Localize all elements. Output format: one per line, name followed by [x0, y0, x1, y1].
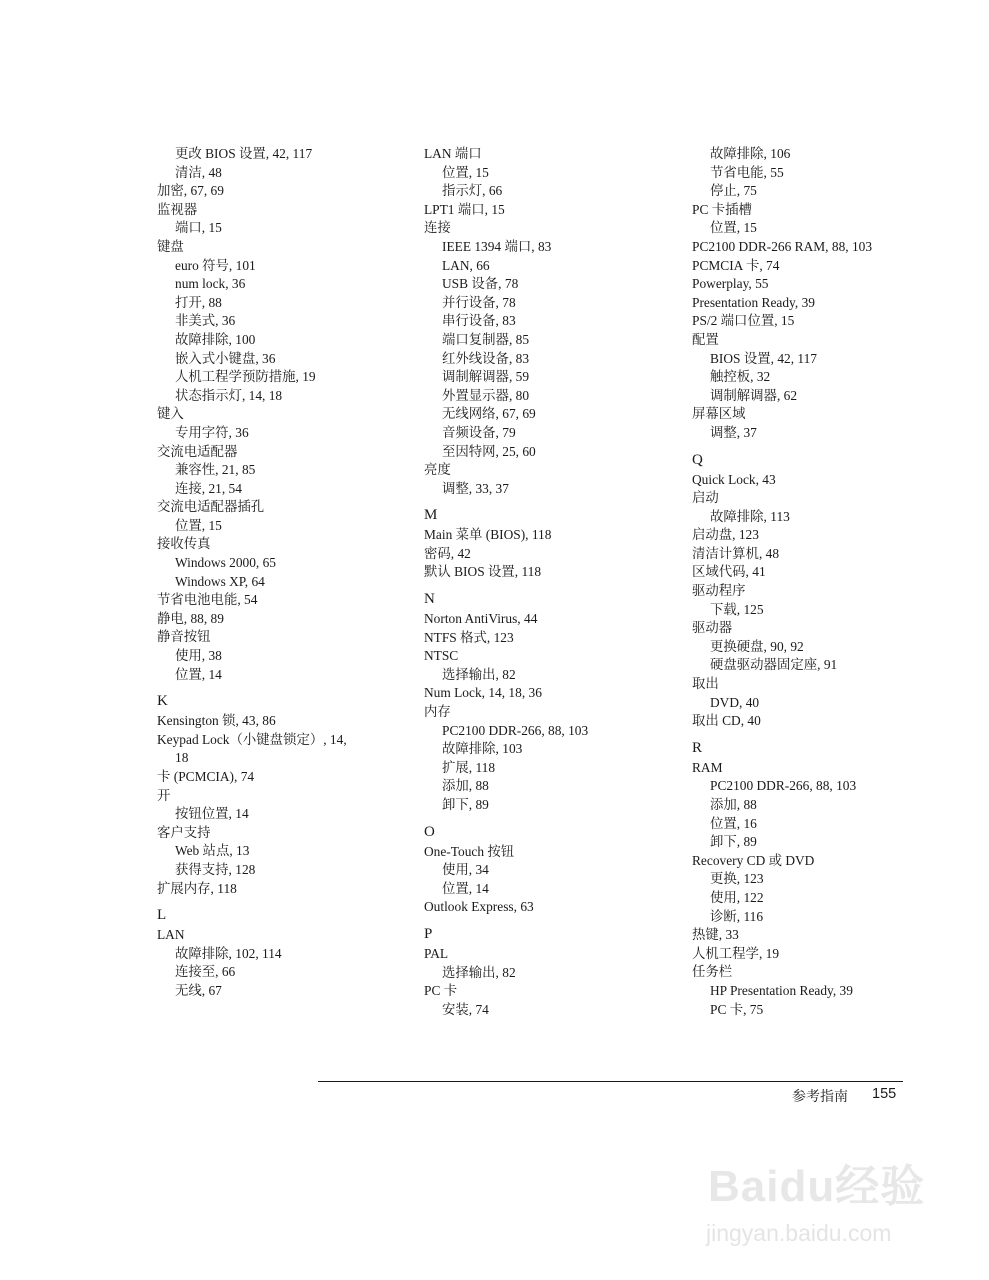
index-entry: 交流电适配器插孔 [157, 499, 265, 515]
index-entry: 加密, 67, 69 [157, 183, 224, 199]
section-letter: O [424, 823, 435, 840]
index-entry: PAL [424, 945, 449, 961]
index-subentry: 卸下, 89 [710, 834, 757, 850]
section-letter: N [424, 591, 435, 608]
index-subentry: 清洁, 48 [175, 164, 222, 180]
index-subentry: 选择输出, 82 [442, 666, 516, 682]
index-entry: 默认 BIOS 设置, 118 [424, 564, 542, 580]
index-subentry: Web 站点, 13 [175, 843, 250, 859]
index-entry: NTFS 格式, 123 [424, 629, 514, 645]
index-entry-continuation: 18 [175, 750, 189, 766]
index-entry: 启动 [692, 490, 719, 506]
index-entry: Main 菜单 (BIOS), 118 [424, 527, 552, 543]
index-subentry: 兼容性, 21, 85 [175, 462, 256, 478]
index-subentry: 安装, 74 [442, 1001, 489, 1017]
index-subentry: 连接至, 66 [175, 964, 236, 980]
index-subentry: PC2100 DDR-266, 88, 103 [442, 722, 589, 738]
index-entry: 键入 [157, 406, 184, 422]
index-subentry: 指示灯, 66 [442, 183, 503, 199]
index-entry: One-Touch 按钮 [424, 843, 515, 859]
index-entry: 区域代码, 41 [692, 564, 766, 580]
index-subentry: 外置显示器, 80 [442, 387, 530, 403]
index-entry: LAN 端口 [424, 146, 482, 161]
index-subentry: 使用, 34 [442, 862, 489, 878]
index-entry: Kensington 锁, 43, 86 [157, 713, 276, 729]
index-subentry: Windows 2000, 65 [175, 555, 277, 571]
index-subentry: LAN, 66 [442, 257, 490, 273]
index-subentry: 位置, 15 [175, 517, 222, 533]
index-column-3 [692, 145, 952, 1019]
index-entry: 静电, 88, 89 [157, 610, 224, 626]
index-entry: 启动盘, 123 [692, 527, 759, 543]
index-subentry: 无线, 67 [175, 982, 222, 998]
index-subentry: PC 卡, 75 [710, 1001, 764, 1017]
section-letter: M [424, 507, 438, 524]
index-subentry: 触控板, 32 [710, 369, 771, 385]
index-subentry: Windows XP, 64 [175, 573, 265, 589]
index-subentry: 故障排除, 102, 114 [175, 945, 282, 961]
index-subentry: 位置, 15 [442, 164, 489, 180]
section-letter: K [157, 693, 168, 710]
index-subentry: 状态指示灯, 14, 18 [175, 387, 283, 403]
index-entry: 卡 (PCMCIA), 74 [157, 769, 255, 784]
index-entry: 人机工程学, 19 [692, 945, 780, 961]
index-subentry: HP Presentation Ready, 39 [710, 982, 853, 998]
index-subentry: 卸下, 89 [442, 797, 489, 812]
index-entry: 任务栏 [692, 964, 733, 980]
index-entry: 客户支持 [157, 824, 211, 840]
index-subentry: 调制解调器, 59 [442, 369, 530, 385]
index-subentry: 下载, 125 [710, 601, 764, 617]
index-column-2 [424, 145, 669, 1019]
index-subentry: PC2100 DDR-266, 88, 103 [710, 778, 857, 794]
index-entry: 取出 [692, 676, 719, 692]
section-letter: P [424, 925, 433, 942]
index-entry: 驱动器 [692, 620, 733, 636]
index-entry: 节省电池电能, 54 [157, 592, 258, 608]
index-column-1 [157, 145, 402, 1001]
index-entry: 交流电适配器 [157, 443, 238, 459]
index-subentry: 打开, 88 [175, 294, 222, 310]
index-entry: PS/2 端口位置, 15 [692, 313, 795, 329]
index-entry: PC 卡 [424, 983, 458, 999]
index-subentry: 至因特网, 25, 60 [442, 443, 536, 459]
watermark-logo: Baidu经验 [708, 1162, 926, 1211]
index-subentry: 位置, 14 [442, 880, 489, 896]
footer-title: 参考指南 [792, 1089, 848, 1105]
index-entry: 配置 [692, 331, 719, 347]
index-entry: Presentation Ready, 39 [692, 294, 815, 310]
index-subentry: 位置, 14 [175, 666, 222, 682]
index-subentry: 更换, 123 [710, 871, 764, 887]
index-entry: PC2100 DDR-266 RAM, 88, 103 [692, 238, 873, 254]
index-subentry: 位置, 16 [710, 815, 757, 831]
index-entry: Keypad Lock（小键盘锁定）, 14, [157, 731, 347, 747]
index-entry: 屏幕区域 [692, 406, 746, 422]
index-entry: 键盘 [157, 238, 184, 254]
index-subentry: 按钮位置, 14 [175, 806, 249, 822]
index-entry: 密码, 42 [424, 545, 471, 561]
index-entry: 开 [157, 787, 171, 803]
index-entry: 内存 [424, 704, 451, 720]
index-entry: Outlook Express, 63 [424, 899, 534, 915]
index-subentry: 红外线设备, 83 [442, 350, 530, 366]
section-letter: Q [692, 451, 703, 468]
index-subentry: 调整, 37 [710, 424, 757, 440]
index-subentry: 调整, 33, 37 [442, 480, 509, 496]
index-subentry: 诊断, 116 [710, 908, 764, 924]
index-entry: Quick Lock, 43 [692, 471, 776, 487]
index-subentry: 故障排除, 106 [710, 146, 791, 161]
index-subentry: 硬盘驱动器固定座, 91 [710, 657, 838, 673]
index-subentry: 获得支持, 128 [175, 861, 256, 877]
index-subentry: 连接, 21, 54 [175, 480, 242, 496]
index-subentry: 并行设备, 78 [442, 294, 516, 310]
index-subentry: 节省电能, 55 [710, 164, 784, 180]
index-subentry: 故障排除, 100 [175, 331, 256, 347]
index-entry: 驱动程序 [692, 583, 746, 599]
index-subentry: 端口, 15 [175, 220, 222, 236]
section-letter: L [157, 907, 167, 924]
index-entry: 清洁计算机, 48 [692, 545, 780, 561]
watermark [700, 1150, 970, 1270]
index-subentry: 扩展, 118 [442, 759, 496, 775]
index-subentry: 使用, 122 [710, 889, 764, 905]
index-subentry: 人机工程学预防措施, 19 [175, 369, 316, 385]
index-entry: 亮度 [424, 462, 451, 478]
index-entry: Powerplay, 55 [692, 276, 769, 292]
index-subentry: 停止, 75 [710, 183, 757, 199]
index-subentry: 位置, 15 [710, 220, 757, 236]
index-entry: 取出 CD, 40 [692, 713, 761, 729]
index-entry: 扩展内存, 118 [157, 880, 237, 896]
index-entry: PCMCIA 卡, 74 [692, 257, 780, 273]
index-subentry: 添加, 88 [710, 797, 757, 812]
index-subentry: 调制解调器, 62 [710, 387, 798, 403]
page-number: 155 [872, 1086, 897, 1102]
footer-rule [318, 1081, 903, 1082]
index-subentry: 音频设备, 79 [442, 424, 516, 440]
index-entry: 监视器 [157, 201, 198, 217]
index-subentry: 更改 BIOS 设置, 42, 117 [175, 146, 313, 161]
index-entry: LPT1 端口, 15 [424, 201, 505, 217]
index-subentry: BIOS 设置, 42, 117 [710, 350, 818, 366]
index-entry: 静音按钮 [157, 629, 211, 645]
index-subentry: euro 符号, 101 [175, 257, 256, 273]
index-subentry: 选择输出, 82 [442, 964, 516, 980]
index-entry: Recovery CD 或 DVD [692, 852, 815, 868]
index-entry: PC 卡插槽 [692, 201, 752, 217]
index-entry: LAN [157, 927, 185, 943]
index-subentry: IEEE 1394 端口, 83 [442, 238, 552, 254]
index-entry: 连接 [424, 220, 451, 236]
index-subentry: 故障排除, 103 [442, 741, 523, 757]
index-subentry: 非美式, 36 [175, 313, 236, 329]
index-subentry: 专用字符, 36 [175, 424, 249, 440]
index-entry: RAM [692, 759, 723, 775]
index-entry: Num Lock, 14, 18, 36 [424, 685, 542, 701]
index-subentry: num lock, 36 [175, 276, 246, 292]
index-entry: Norton AntiVirus, 44 [424, 611, 538, 627]
index-subentry: 添加, 88 [442, 778, 489, 794]
index-subentry: 使用, 38 [175, 648, 222, 664]
index-subentry: 端口复制器, 85 [442, 331, 530, 347]
index-entry: 热键, 33 [692, 927, 739, 943]
section-letter: R [692, 739, 703, 756]
index-subentry: 故障排除, 113 [710, 508, 790, 524]
index-entry: 接收传真 [157, 536, 211, 552]
index-entry: NTSC [424, 648, 459, 664]
index-subentry: DVD, 40 [710, 694, 760, 710]
index-subentry: USB 设备, 78 [442, 276, 519, 292]
index-subentry: 更换硬盘, 90, 92 [710, 638, 804, 654]
index-subentry: 嵌入式小键盘, 36 [175, 350, 276, 366]
index-subentry: 串行设备, 83 [442, 313, 516, 329]
index-subentry: 无线网络, 67, 69 [442, 406, 536, 422]
watermark-url: jingyan.baidu.com [706, 1220, 892, 1246]
